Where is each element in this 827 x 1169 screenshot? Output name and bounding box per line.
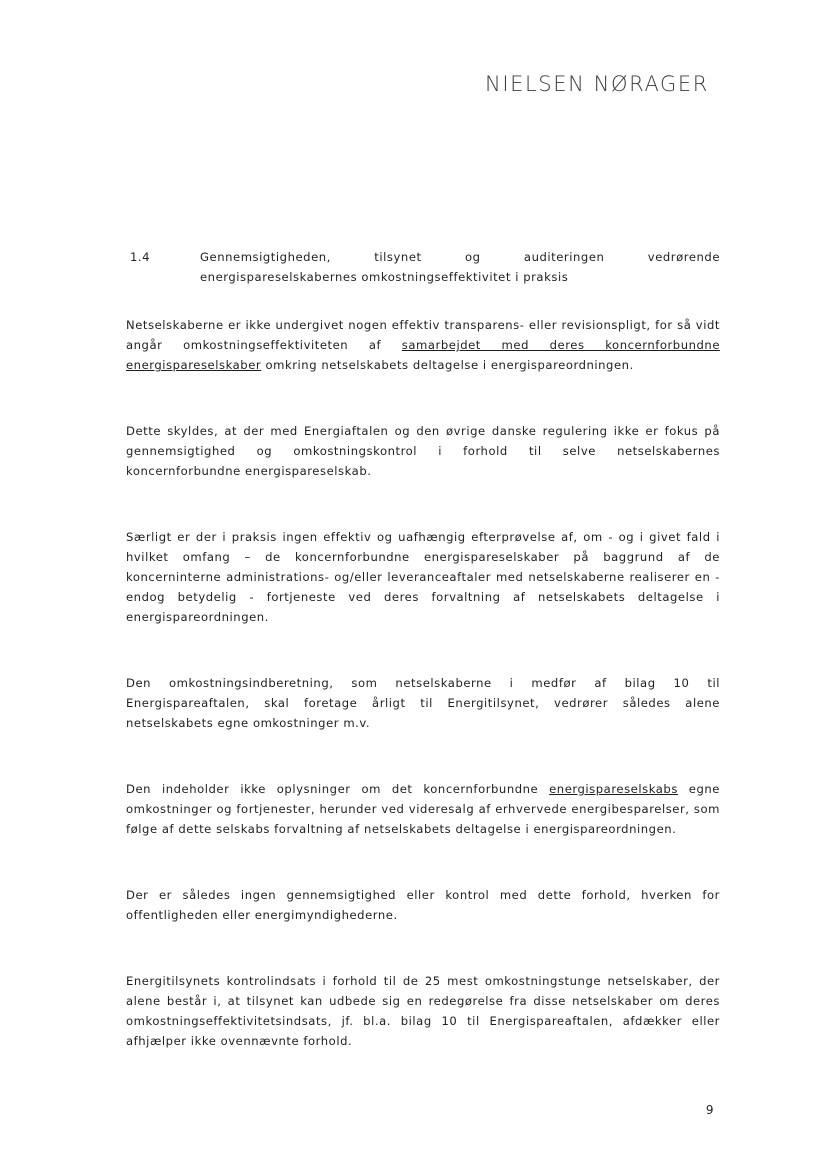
section-number: 1.4	[130, 250, 151, 264]
paragraph-3: Særligt er der i praksis ingen effektiv og uafhængig efterprøvelse af, om - og i givet fald i hvilket omfang – de koncernforbundne energispareselskaber på baggrund af de koncerninterne administrations- og/eller leveranceaftaler med netselskaberne realiserer en - endog betydelig - fortjeneste ved deres forvaltning af netselskabets deltagelse i energispareordningen.	[126, 530, 720, 624]
paragraph-7: Energitilsynets kontrolindsats i forhold til de 25 mest omkostningstunge netselskaber, der alene består i, at tilsynet kan udbede sig en redegørelse fra disse netselskaber om deres omkostningseffektivitetsindsats, jf. bl.a. bilag 10 til Energispareaftalen, afdækker eller afhjælper ikke ovennævnte forhold.	[126, 974, 720, 1048]
paragraph-1-underlined: samarbejdet med deres koncernforbundne energispareselskaber	[126, 338, 720, 372]
section-heading	[130, 247, 720, 287]
company-logo: NIELSEN NØRAGER	[485, 72, 709, 96]
paragraph-5-underlined: energispareselskabs	[549, 782, 678, 796]
paragraph-5	[126, 779, 720, 839]
page-number: 9	[705, 1103, 714, 1117]
section-title: Gennemsigtigheden, tilsynet og auditeringen vedrørende energispareselskabernes omkostningseffektivitet i praksis	[200, 250, 720, 284]
paragraph-1-text-a: Netselskaberne er ikke undergivet nogen effektiv transparens- eller revisionspligt, for så vidt angår omkostningseffektiviteten af	[126, 318, 720, 352]
paragraph-5-text-b: egne omkostninger og fortjenester, herunder ved videresalg af erhvervede energibesparelser, som følge af dette selskabs forvaltning af netselskabets deltagelse i energispareordningen.	[126, 782, 720, 836]
document-body	[126, 315, 720, 1051]
paragraph-1	[126, 315, 720, 375]
paragraph-5-text-a: Den indeholder ikke oplysninger om det koncernforbundne	[126, 782, 550, 796]
paragraph-1-text-b: omkring netselskabets deltagelse i energispareordningen.	[261, 358, 634, 372]
paragraph-6: Der er således ingen gennemsigtighed eller kontrol med dette forhold, hverken for offentligheden eller energimyndighederne.	[126, 888, 720, 922]
paragraph-4: Den omkostningsindberetning, som netselskaberne i medfør af bilag 10 til Energispareaftalen, skal foretage årligt til Energitilsynet, vedrører således alene netselskabets egne omkostninger m.v.	[126, 676, 720, 730]
paragraph-2: Dette skyldes, at der med Energiaftalen og den øvrige danske regulering ikke er fokus på gennemsigtighed og omkostningskontrol i forhold til selve netselskabernes koncernforbundne energispareselskab.	[126, 424, 720, 478]
